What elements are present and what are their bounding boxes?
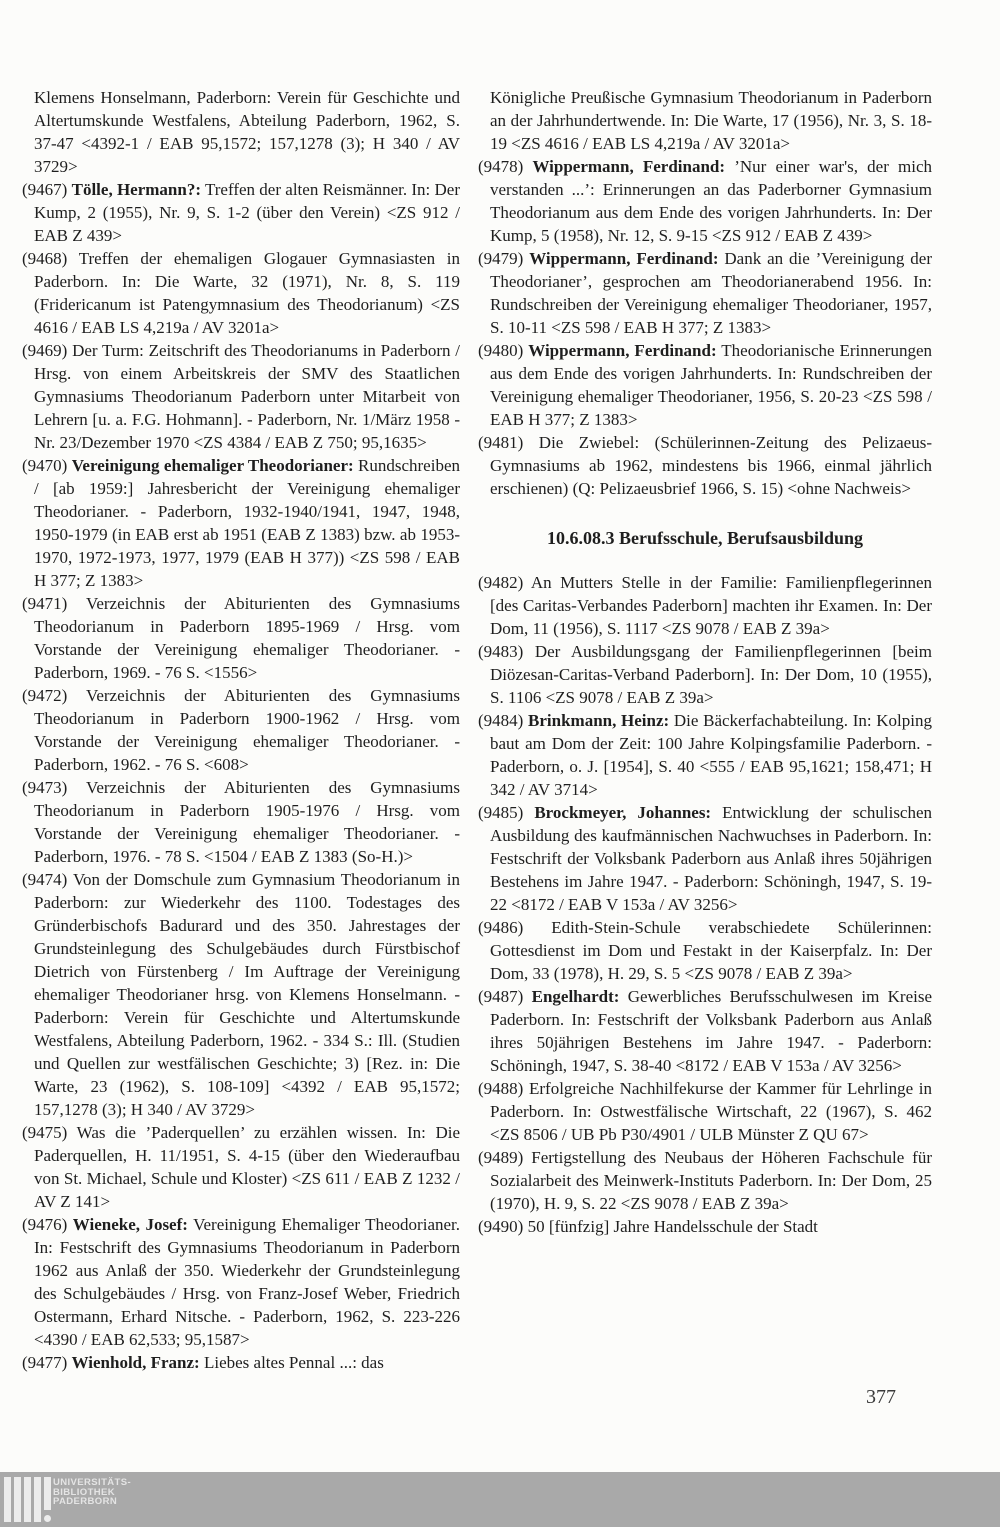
bib-entry-9474 — [22, 868, 460, 1121]
entry-number: (9481) — [478, 433, 524, 452]
entry-text: An Mutters Stelle in der Familie: Familienpflegerinnen [des Caritas-Verbandes Paderborn] machten ihr Examen. In: Der Dom, 11 (1956), S. 1117 <ZS 9078 / EAB Z 39a> — [490, 573, 933, 638]
entry-author: Vereinigung ehemaliger Theodorianer: — [71, 456, 354, 475]
bib-entry-9488 — [478, 1077, 932, 1146]
bib-entry-9483 — [478, 640, 932, 709]
logo-bar-exclamation — [44, 1477, 51, 1522]
entry-author: Wippermann, Ferdinand: — [532, 157, 726, 176]
bib-entry-9489 — [478, 1146, 932, 1215]
entry-number: (9474) — [22, 870, 68, 889]
entry-author: Engelhardt: — [531, 987, 620, 1006]
logo-text-line: UNIVERSITÄTS- — [53, 1477, 132, 1488]
entry-number: (9467) — [22, 180, 68, 199]
entry-text: Erfolgreiche Nachhilfekurse der Kammer für Lehrlinge in Paderborn. In: Ostwestfälische Wirtschaft, 22 (1967), S. 462 <ZS 8506 / UB Pb P30/4901 / ULB Münster Z QU 67> — [490, 1079, 932, 1144]
bib-entry-9472 — [22, 684, 460, 776]
entry-text: Rundschreiben / [ab 1959:] Jahresbericht der Vereinigung ehemaliger Theodorianer. - Paderborn, 1932-1940/1941, 1947, 1948, 1950-1979 (in EAB erst ab 1951 (EAB Z 1383) bzw. ab 1953-1970, 1972-1973, 1977, 1979 (EAB H 377)) <ZS 598 / EAB H 377; Z 1383> — [34, 456, 460, 590]
logo-bar-dot — [44, 1515, 51, 1522]
logo-bar — [34, 1477, 41, 1522]
entry-number: (9475) — [22, 1123, 68, 1142]
entry-number: (9490) — [478, 1217, 524, 1236]
bib-entry-9482 — [478, 571, 932, 640]
bib-entry-9467 — [22, 178, 460, 247]
entry-text: Königliche Preußische Gymnasium Theodorianum in Paderborn an der Jahrhundertwende. In: Die Warte, 17 (1956), Nr. 3, S. 18-19 <ZS 4616 / EAB LS 4,219a / AV 3201a> — [490, 88, 932, 153]
bib-entry-9470 — [22, 454, 460, 592]
entry-number: (9473) — [22, 778, 68, 797]
bib-entry-9473 — [22, 776, 460, 868]
bib-entry-9487 — [478, 985, 932, 1077]
entry-number: (9482) — [478, 573, 524, 592]
column-right — [478, 86, 932, 1374]
entry-text: ’Nur einer war's, der mich verstanden ...’: Erinnerungen an das Paderborner Gymnasium Theodorianum aus dem Ende des vorigen Jahrhunderts. In: Der Kump, 5 (1958), Nr. 12, S. 9-15 <ZS 912 / EAB Z 439> — [490, 157, 933, 245]
entry-text: Was die ’Paderquellen’ zu erzählen wissen. In: Die Paderquellen, H. 11/1951, S. 4-15 (über den Wiederaufbau von St. Michael, Schule und Kloster) <ZS 611 / EAB Z 1232 / AV Z 141> — [34, 1123, 460, 1211]
entry-author: Brinkmann, Heinz: — [528, 711, 670, 730]
bib-entry-9484 — [478, 709, 932, 801]
logo-text-line: PADERBORN — [53, 1496, 118, 1508]
entry-number: (9472) — [22, 686, 68, 705]
bib-entry-9476 — [22, 1213, 460, 1351]
entry-number: (9487) — [478, 987, 524, 1006]
entry-number: (9476) — [22, 1215, 68, 1234]
bib-entry-9480 — [478, 339, 932, 431]
entry-text: Fertigstellung des Neubaus der Höheren Fachschule für Sozialarbeit des Meinwerk-Instituts Paderborn. In: Der Dom, 25 (1970), H. 9, S. 22 <ZS 9078 / EAB Z 39a> — [490, 1148, 932, 1213]
entry-text: Vereinigung Ehemaliger Theodorianer. In: Festschrift des Gymnasiums Theodorianum in Paderborn 1962 aus Anlaß der 350. Wiederkehr der Grundsteinlegung des Schulgebäudes / Hrsg. von Franz-Josef Weber, Friedrich Ostermann, Erhard Nitsche. - Paderborn, 1962, S. 223-226 <4390 / EAB 62,533; 95,1587> — [34, 1215, 461, 1349]
entry-number: (9478) — [478, 157, 524, 176]
logo-bar — [14, 1477, 21, 1522]
entry-number: (9469) — [22, 341, 68, 360]
entry-text: Treffen der alten Reismänner. In: Der Kump, 2 (1955), Nr. 9, S. 1-2 (über den Verein) <ZS 912 / EAB Z 439> — [34, 180, 460, 245]
entry-text: Der Turm: Zeitschrift des Theodorianums in Paderborn / Hrsg. von einem Arbeitskreis der SMV des Staatlichen Gymnasiums Theodorianum Paderborn unter Mitarbeit von Lehrern [u. a. F.G. Hohmann]. - Paderborn, Nr. 1/März 1958 - Nr. 23/Dezember 1970 <ZS 4384 / EAB Z 750; 95,1635> — [34, 341, 461, 452]
logo-bar — [24, 1477, 31, 1522]
bib-entry-9471 — [22, 592, 460, 684]
entry-number: (9477) — [22, 1353, 68, 1372]
entry-text: Klemens Honselmann, Paderborn: Verein für Geschichte und Altertumskunde Westfalens, Abteilung Paderborn, 1962, S. 37-47 <4392-1 / EAB 95,1572; 157,1278 (3); H 340 / AV 3729> — [34, 88, 460, 176]
entry-text: Die Zwiebel: (Schülerinnen-Zeitung des Pelizaeus-Gymnasiums ab 1962, mindestens bis 1966, einmal jährlich erschienen) (Q: Pelizaeusbrief 1966, S. 15) <ohne Nachweis> — [490, 433, 933, 498]
scan-footer-bar — [0, 1472, 1000, 1527]
bib-entry-9478 — [478, 155, 932, 247]
entry-text: Liebes altes Pennal ...: das — [203, 1353, 384, 1372]
bib-entry-continuation-right — [478, 86, 932, 155]
entry-text: Entwicklung der schulischen Ausbildung des kaufmännischen Nachwuchses in Paderborn. In: Festschrift der Volksbank Paderborn aus Anlaß ihres 50jährigen Bestehens im Jahre 1947. - Paderborn: Schöningh, 1947, S. 19-22 <8172 / EAB V 153a / AV 3256> — [490, 803, 933, 914]
entry-text: 50 [fünfzig] Jahre Handelsschule der Stadt — [527, 1217, 818, 1236]
entry-number: (9489) — [478, 1148, 524, 1167]
entry-text: Theodorianische Erinnerungen aus dem Ende des vorigen Jahrhunderts. In: Rundschreiben der Vereinigung ehemaliger Theodorianer, 1956, S. 20-23 <ZS 598 / EAB H 377; Z 1383> — [490, 341, 933, 429]
logo-bar-stem — [44, 1477, 51, 1510]
entry-number: (9486) — [478, 918, 524, 937]
entry-text: Edith-Stein-Schule verabschiedete Schülerinnen: Gottesdienst im Dom und Festakt in der Kaiserpfalz. In: Der Dom, 33 (1978), H. 29, S. 5 <ZS 9078 / EAB Z 39a> — [490, 918, 932, 983]
logo-bar — [4, 1477, 11, 1522]
entry-number: (9488) — [478, 1079, 524, 1098]
entry-number: (9484) — [478, 711, 524, 730]
bib-entry-9481 — [478, 431, 932, 500]
entry-author: Wippermann, Ferdinand: — [528, 341, 717, 360]
entry-author: Wienhold, Franz: — [71, 1353, 200, 1372]
bib-entry-continuation-left — [22, 86, 460, 178]
entry-number: (9471) — [22, 594, 68, 613]
bib-entry-9485 — [478, 801, 932, 916]
page-number: 377 — [866, 1386, 896, 1408]
entry-author: Tölle, Hermann?: — [71, 180, 202, 199]
bib-entry-9468 — [22, 247, 460, 339]
entry-text: Die Bäckerfachabteilung. In: Kolping baut am Dom der Zeit: 100 Jahre Kolpingsfamilie Paderborn. - Paderborn, o. J. [1954], S. 40 <555 / EAB 95,1621; 158,471; H 342 / AV 3714> — [490, 711, 932, 799]
entry-text: Verzeichnis der Abiturienten des Gymnasiums Theodorianum in Paderborn 1895-1969 / Hrsg. vom Vorstande der Vereinigung ehemaliger Theodorianer. - Paderborn, 1969. - 76 S. <1556> — [34, 594, 460, 682]
bib-entry-9475 — [22, 1121, 460, 1213]
section-heading: 10.6.08.3 Berufsschule, Berufsausbildung — [546, 528, 864, 548]
entry-number: (9483) — [478, 642, 524, 661]
entry-author: Brockmeyer, Johannes: — [534, 803, 712, 822]
entry-text: Dank an die ’Vereinigung der Theodorianer’, gesprochen am Theodorianerabend 1956. In: Rundschreiben der Vereinigung ehemaliger Theodorianer, 1957, S. 10-11 <ZS 598 / EAB H 377; Z 1383> — [490, 249, 933, 337]
entry-text: Der Ausbildungsgang der Familienpflegerinnen [beim Diözesan-Caritas-Verband Paderborn]. In: Der Dom, 10 (1955), S. 1106 <ZS 9078 / EAB Z 39a> — [490, 642, 932, 707]
entry-author: Wippermann, Ferdinand: — [529, 249, 719, 268]
entry-number: (9470) — [22, 456, 68, 475]
entry-author: Wieneke, Josef: — [72, 1215, 188, 1234]
entry-number: (9468) — [22, 249, 68, 268]
bib-entry-9469 — [22, 339, 460, 454]
bib-entry-9486 — [478, 916, 932, 985]
entry-text: Verzeichnis der Abiturienten des Gymnasiums Theodorianum in Paderborn 1905-1976 / Hrsg. vom Vorstande der Vereinigung ehemaliger Theodorianer. - Paderborn, 1976. - 78 S. <1504 / EAB Z 1383 (So-H.)> — [34, 778, 460, 866]
entry-text: Von der Domschule zum Gymnasium Theodorianum in Paderborn: zur Wiederkehr des 1100. Todestages des Gründerbischofs Badurard und des 350. Jahrestages der Grundsteinlegung des Schulgebäudes durch Fürstbischof Dietrich von Fürstenberg / Im Auftrage der Vereinigung ehemaliger Theodorianer hrsg. von Klemens Honselmann. - Paderborn: Verein für Geschichte und Altertumskunde Westfalens, Abteilung Paderborn, 1962. - 334 S.: Ill. (Studien und Quellen zur westfälischen Geschichte; 3) [Rez. in: Die Warte, 23 (1962), S. 108-109] <4392 / EAB 95,1572; 157,1278 (3); H 340 / AV 3729> — [34, 870, 460, 1119]
bib-entry-9477 — [22, 1351, 460, 1374]
entry-number: (9480) — [478, 341, 524, 360]
entry-number: (9479) — [478, 249, 524, 268]
entry-text: Verzeichnis der Abiturienten des Gymnasiums Theodorianum in Paderborn 1900-1962 / Hrsg. vom Vorstande der Vereinigung ehemaliger Theodorianer. - Paderborn, 1962. - 76 S. <608> — [34, 686, 460, 774]
logo-text-line: BIBLIOTHEK — [53, 1486, 116, 1498]
bib-entry-9479 — [478, 247, 932, 339]
column-left — [22, 86, 460, 1374]
entry-text: Treffen der ehemaligen Glogauer Gymnasiasten in Paderborn. In: Die Warte, 32 (1971), Nr. 8, S. 119 (Fridericanum ist Patengymnasium des Theodorianum) <ZS 4616 / EAB LS 4,219a / AV 3201a> — [34, 249, 460, 337]
bib-entry-9490 — [478, 1215, 932, 1238]
entry-number: (9485) — [478, 803, 524, 822]
bibliography-columns — [22, 86, 932, 1374]
ub-paderborn-logo-text — [53, 1478, 131, 1507]
entry-text: Gewerbliches Berufsschulwesen im Kreise Paderborn. In: Festschrift der Volksbank Paderborn aus Anlaß ihres 50jährigen Bestehens im Jahre 1947. - Paderborn: Schöningh, 1947, S. 38-40 <8172 / EAB V 153a / AV 3256> — [490, 987, 933, 1075]
ub-paderborn-logo-bars-icon — [4, 1477, 51, 1522]
